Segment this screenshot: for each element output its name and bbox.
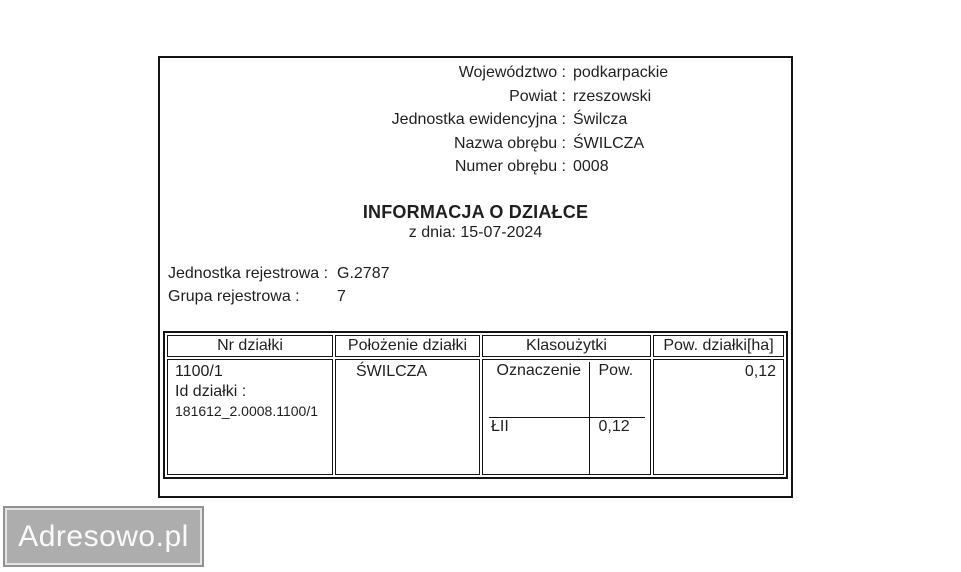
location-header-block — [160, 61, 791, 179]
plot-id-label: Id działki : — [175, 382, 247, 400]
subtable-header-row — [489, 362, 645, 418]
field-value: rzeszowski — [573, 87, 652, 105]
field-precinct-name — [160, 132, 791, 156]
parcel-table — [163, 331, 788, 479]
field-value: Świlcza — [573, 111, 628, 128]
field-value: podkarpackie — [573, 64, 669, 81]
field-value: 0008 — [573, 158, 609, 175]
field-label: Powiat : — [509, 87, 566, 105]
land-use-area: 0,12 — [598, 418, 630, 435]
table-row — [167, 359, 784, 475]
column-header-plot-number: Nr działki — [167, 335, 333, 357]
subcolumn-header-area: Pow. — [589, 362, 645, 418]
cell-land-use — [482, 359, 651, 475]
table-header-row — [167, 335, 784, 357]
document-date: z dnia: 15-07-2024 — [408, 223, 543, 241]
field-voivodeship — [160, 61, 791, 85]
field-label: Województwo : — [458, 64, 566, 81]
land-use-subtable — [489, 362, 645, 474]
field-registry-group — [160, 285, 791, 309]
cell-area-ha: 0,12 — [653, 359, 784, 475]
cell-plot-number — [167, 359, 333, 475]
field-value: 7 — [337, 288, 346, 305]
adresowo-logo-text: Adresowo.pl — [18, 519, 189, 553]
plot-id: 181612_2.0008.1100/1 — [175, 402, 318, 419]
column-header-area: Pow. działki[ha] — [653, 335, 784, 357]
parcel-info-document — [158, 56, 793, 498]
field-label: Grupa rejestrowa : — [168, 288, 300, 305]
field-registration-unit — [160, 108, 791, 132]
field-label: Numer obrębu : — [454, 158, 566, 175]
column-header-location: Położenie działki — [335, 335, 480, 357]
adresowo-watermark-badge[interactable] — [3, 506, 204, 567]
registry-block — [160, 262, 791, 309]
field-label: Jednostka ewidencyjna : — [391, 111, 566, 128]
land-use-designation: ŁII — [489, 418, 589, 474]
cell-location: ŚWILCZA — [335, 359, 480, 475]
subtable-row — [489, 418, 645, 474]
field-county — [160, 85, 791, 109]
subcolumn-header-designation: Oznaczenie — [489, 362, 589, 418]
field-label: Jednostka rejestrowa : — [168, 264, 329, 282]
field-label: Nazwa obrębu : — [453, 134, 566, 152]
field-value: G.2787 — [337, 264, 390, 282]
field-precinct-number — [160, 155, 791, 179]
column-header-land-use: Klasoużytki — [482, 335, 651, 357]
page-title: INFORMACJA O DZIAŁCE — [362, 201, 589, 222]
field-registry-unit — [160, 262, 791, 286]
plot-number: 1100/1 — [175, 362, 223, 380]
field-value: ŚWILCZA — [573, 134, 645, 152]
